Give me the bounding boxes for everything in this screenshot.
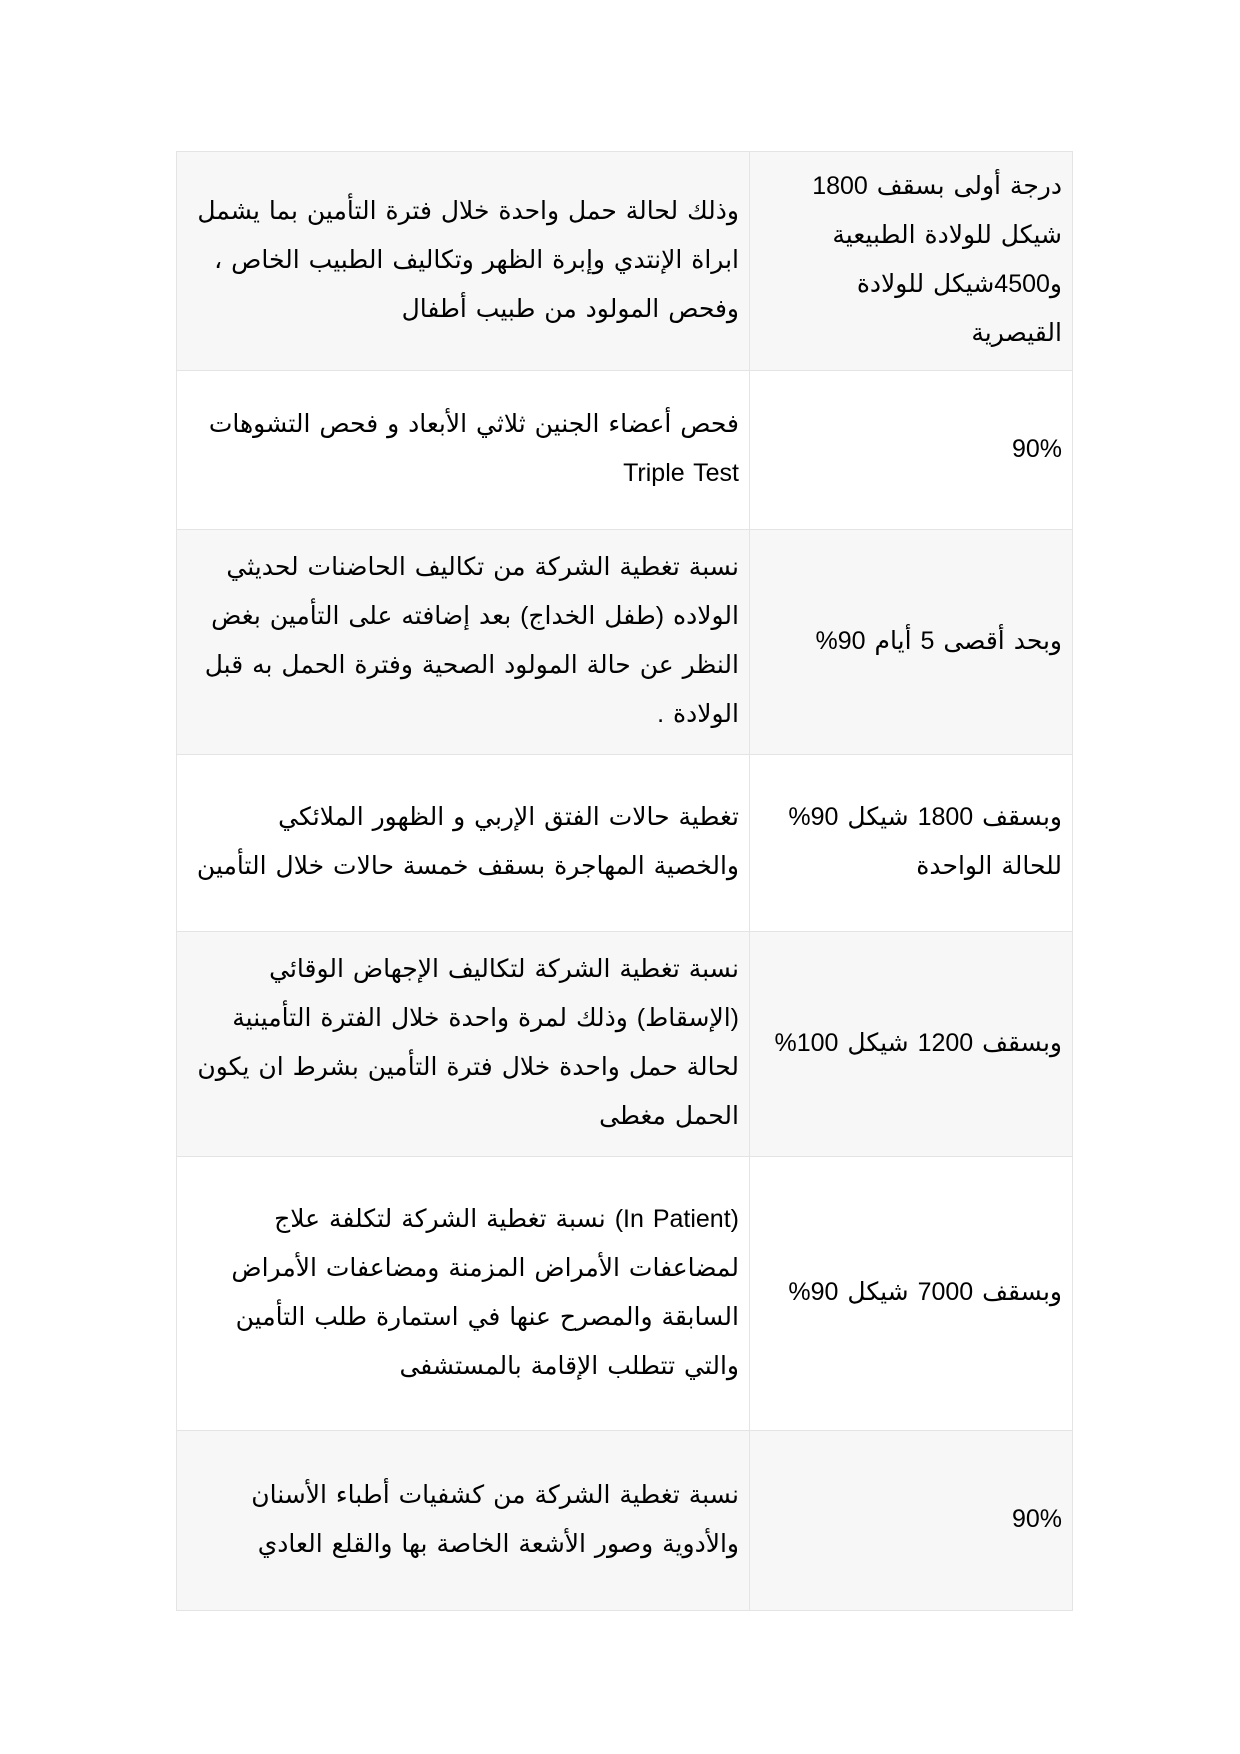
table-row	[177, 152, 1073, 371]
coverage-rate-cell: وبسقف 1200 شيكل 100%	[750, 932, 1073, 1157]
coverage-rate-cell: 90%	[750, 371, 1073, 530]
coverage-table	[176, 151, 1073, 1611]
coverage-description-cell: نسبة تغطية الشركة لتكاليف الإجهاض الوقائي (الإسقاط) وذلك لمرة واحدة خلال الفترة التأمينية لحالة حمل واحدة خلال فترة التأمين بشرط ان يكون الحمل مغطى	[177, 932, 750, 1157]
coverage-description-cell: وذلك لحالة حمل واحدة خلال فترة التأمين بما يشمل ابراة الإنتدي وإبرة الظهر وتكاليف الطبيب الخاص ، وفحص المولود من طبيب أطفال	[177, 152, 750, 371]
table-row	[177, 371, 1073, 530]
coverage-description-cell: تغطية حالات الفتق الإربي و الظهور الملائكي والخصية المهاجرة بسقف خمسة حالات خلال التأمين	[177, 755, 750, 932]
coverage-rate-cell: 90%	[750, 1431, 1073, 1611]
table-row	[177, 932, 1073, 1157]
coverage-rate-cell: وبسقف 7000 شيكل 90%	[750, 1157, 1073, 1431]
table-row	[177, 755, 1073, 932]
coverage-description-cell: نسبة تغطية الشركة من كشفيات أطباء الأسنان والأدوية وصور الأشعة الخاصة بها والقلع العادي	[177, 1431, 750, 1611]
table-row	[177, 1431, 1073, 1611]
table-row	[177, 530, 1073, 755]
coverage-rate-cell: وبسقف 1800 شيكل 90% للحالة الواحدة	[750, 755, 1073, 932]
coverage-rate-cell: وبحد أقصى 5 أيام 90%	[750, 530, 1073, 755]
coverage-description-cell: (In Patient) نسبة تغطية الشركة لتكلفة علاج لمضاعفات الأمراض المزمنة ومضاعفات الأمراض السابقة والمصرح عنها في استمارة طلب التأمين والتي تتطلب الإقامة بالمستشفى	[177, 1157, 750, 1431]
coverage-description-cell: نسبة تغطية الشركة من تكاليف الحاضنات لحديثي الولاده (طفل الخداج) بعد إضافته على التأمين بغض النظر عن حالة المولود الصحية وفترة الحمل به قبل الولادة .	[177, 530, 750, 755]
table-row	[177, 1157, 1073, 1431]
coverage-rate-cell: درجة أولى بسقف 1800 شيكل للولادة الطبيعية و4500شيكل للولادة القيصرية	[750, 152, 1073, 371]
coverage-description-cell: فحص أعضاء الجنين ثلاثي الأبعاد و فحص التشوهات Triple Test	[177, 371, 750, 530]
